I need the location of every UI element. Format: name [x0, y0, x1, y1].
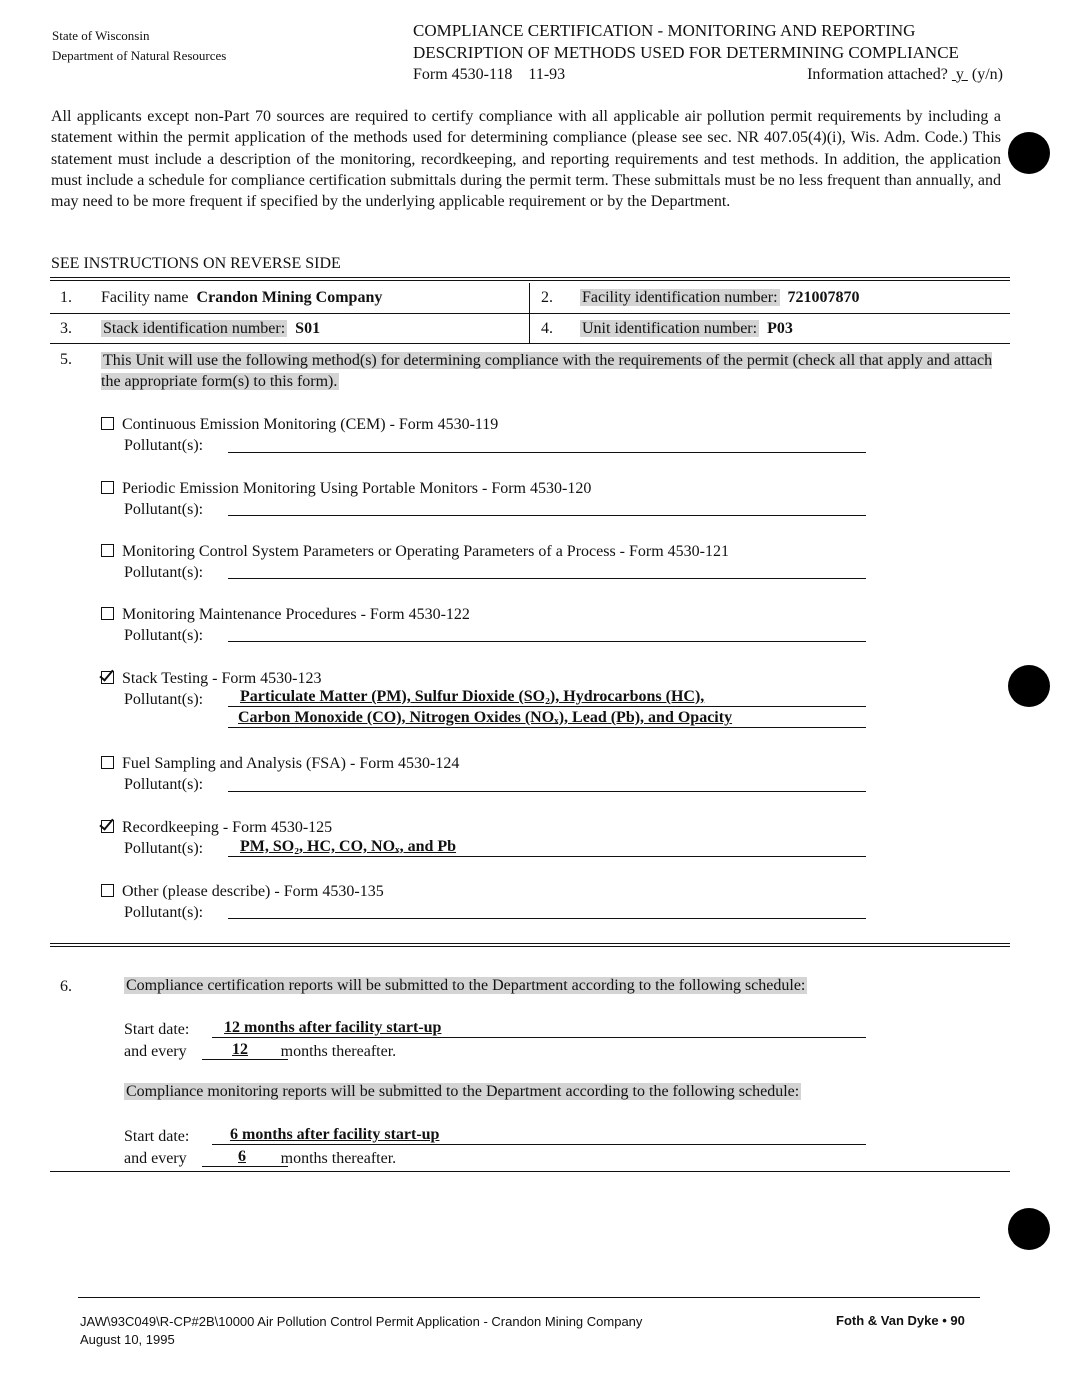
unit-id-value: P03 [767, 320, 793, 337]
pollutant-label: Pollutant(s): [124, 840, 204, 857]
months-thereafter-label: months thereafter. [280, 1043, 397, 1060]
divider [50, 343, 1010, 344]
punch-hole-mark [1008, 1208, 1050, 1250]
pollutant-label: Pollutant(s): [124, 564, 204, 581]
pollutant-label: Pollutant(s): [124, 776, 204, 793]
pollutant-stack-line-2[interactable] [228, 727, 866, 728]
pollutant-fuel-sampling-line[interactable] [228, 791, 866, 792]
stack-id-label: Stack identification number: [103, 320, 286, 337]
stack-id-value: S01 [295, 320, 321, 337]
info-attached-label: Information attached? [807, 66, 948, 83]
unit-id-label: Unit identification number: [582, 320, 758, 337]
intro-paragraph: All applicants except non-Part 70 sources are required to certify compliance with all applicable air pollution permit requirements by including a statement within the permit application of the methods used for determining compliance (please see sec. NR 407.05(4)(i), Wis. Adm. Code.) This statement must include a description of the monitoring, recordkeeping, and reporting requirements and test methods. In addition, the application must include a schedule for compliance certification submittals during the permit term. These submittals must be no less frequent than annually, and may need to be more frequent if specified by the underlying applicable requirement or by the Department. [51, 108, 1001, 211]
stack-pollutants-line1: Particulate Matter (PM), Sulfur Dioxide (SO₂), Hydrocarbons (HC), [240, 688, 705, 705]
pollutant-label: Pollutant(s): [124, 501, 204, 518]
form-number: Form 4530-118 [413, 66, 513, 83]
stack-id-field [101, 320, 320, 338]
pollutant-stack-line-1[interactable] [228, 706, 866, 707]
stack-pollutants-line2: Carbon Monoxide (CO), Nitrogen Oxides (NOₓ), Lead (Pb), and Opacity [238, 709, 733, 726]
pollutant-recordkeeping-line[interactable] [228, 856, 866, 857]
facility-name-value: Crandon Mining Company [196, 289, 383, 306]
method-portable-checkbox[interactable] [101, 481, 114, 494]
form-header [413, 20, 1003, 86]
method-control-params-label: Monitoring Control System Parameters or Operating Parameters of a Process - Form 4530-121 [122, 543, 729, 560]
pollutant-label: Pollutant(s): [124, 904, 204, 921]
method-other-checkbox[interactable] [101, 884, 114, 897]
method-cem-label: Continuous Emission Monitoring (CEM) - Form 4530-119 [122, 416, 499, 433]
cert-every-value: 12 [232, 1041, 248, 1058]
punch-hole-mark [1008, 132, 1050, 174]
monitoring-prompt: Compliance monitoring reports will be submitted to the Department according to the following schedule: [126, 1083, 800, 1100]
pollutant-label: Pollutant(s): [124, 691, 204, 708]
method-fuel-sampling [101, 753, 459, 795]
certification-prompt: Compliance certification reports will be submitted to the Department according to the following schedule: [126, 977, 806, 994]
form-number-date [413, 64, 565, 86]
cert-start-date-line[interactable] [212, 1037, 866, 1038]
facility-name-label: Facility name [101, 289, 189, 306]
form-date: 11-93 [528, 66, 566, 83]
method-stack-testing-checkbox[interactable] [101, 671, 114, 684]
field-1-number: 1. [60, 289, 72, 306]
mon-start-date-value: 6 months after facility start-up [230, 1126, 440, 1143]
method-portable-label: Periodic Emission Monitoring Using Portable Monitors - Form 4530-120 [122, 480, 592, 497]
section-6-number: 6. [60, 978, 72, 995]
footer-date: August 10, 1995 [80, 1332, 175, 1347]
mon-every-line[interactable] [202, 1166, 288, 1167]
divider [50, 277, 1010, 281]
divider [50, 943, 1010, 947]
and-every-label: and every [124, 1043, 187, 1060]
form-title-line1: COMPLIANCE CERTIFICATION - MONITORING AND REPORTING [413, 21, 916, 40]
department-name: Department of Natural Resources [52, 48, 227, 63]
start-date-label: Start date: [124, 1021, 190, 1038]
recordkeeping-pollutants: PM, SO₂, HC, CO, NOₓ, and Pb [240, 838, 457, 855]
method-fuel-sampling-label: Fuel Sampling and Analysis (FSA) - Form 4530-124 [122, 755, 460, 772]
mon-every-value: 6 [238, 1148, 246, 1165]
form-title-line2: DESCRIPTION OF METHODS USED FOR DETERMINING COMPLIANCE [413, 43, 959, 62]
footer-path: JAW\93C049\R-CP#2B\10000 Air Pollution Control Permit Application - Crandon Mining Company [80, 1314, 643, 1329]
pollutant-cem-line[interactable] [228, 452, 866, 453]
divider [50, 313, 1010, 314]
column-divider [529, 283, 530, 343]
facility-id-field [580, 289, 860, 307]
pollutant-maintenance-line[interactable] [228, 641, 866, 642]
method-other [101, 881, 384, 923]
punch-hole-mark [1008, 665, 1050, 707]
field-2-number: 2. [541, 289, 553, 306]
pollutant-label: Pollutant(s): [124, 437, 204, 454]
method-stack-testing-label: Stack Testing - Form 4530-123 [122, 670, 322, 687]
agency-block [52, 26, 226, 66]
info-attached-value: y [955, 66, 964, 83]
info-attached [807, 64, 1003, 86]
facility-name-field [101, 289, 382, 307]
facility-id-label: Facility identification number: [582, 289, 778, 306]
method-cem-checkbox[interactable] [101, 417, 114, 430]
months-thereafter-label: months thereafter. [280, 1150, 397, 1167]
method-recordkeeping-label: Recordkeeping - Form 4530-125 [122, 819, 333, 836]
see-instructions: SEE INSTRUCTIONS ON REVERSE SIDE [51, 255, 341, 272]
pollutant-label: Pollutant(s): [124, 627, 204, 644]
method-other-label: Other (please describe) - Form 4530-135 [122, 883, 384, 900]
method-maintenance [101, 604, 470, 646]
and-every-label: and every [124, 1150, 187, 1167]
method-cem [101, 414, 498, 456]
method-maintenance-checkbox[interactable] [101, 607, 114, 620]
footer-rule [78, 1297, 980, 1298]
method-maintenance-label: Monitoring Maintenance Procedures - Form 4530-122 [122, 606, 470, 623]
method-control-params-checkbox[interactable] [101, 544, 114, 557]
method-fuel-sampling-checkbox[interactable] [101, 756, 114, 769]
method-portable [101, 478, 591, 520]
unit-id-field [580, 320, 793, 338]
form-meta-line [413, 64, 1003, 86]
pollutant-other-line[interactable] [228, 918, 866, 919]
method-recordkeeping-checkbox[interactable] [101, 820, 114, 833]
footer-left [80, 1313, 642, 1349]
section-5-number: 5. [60, 351, 72, 368]
cert-start-date-value: 12 months after facility start-up [224, 1019, 442, 1036]
section-5-prompt: This Unit will use the following method(s) for determining compliance with the requirements of the permit (check all that apply and attach the appropriate form(s) to this form). [101, 352, 993, 390]
pollutant-control-params-line[interactable] [228, 578, 866, 579]
field-3-number: 3. [60, 320, 72, 337]
field-4-number: 4. [541, 320, 553, 337]
footer-firm-page: Foth & Van Dyke • 90 [836, 1313, 965, 1328]
state-name: State of Wisconsin [52, 28, 150, 43]
mon-start-date-line[interactable] [212, 1144, 866, 1145]
info-attached-hint: (y/n) [971, 66, 1003, 83]
start-date-label: Start date: [124, 1128, 190, 1145]
divider [50, 1171, 1010, 1172]
pollutant-portable-line[interactable] [228, 515, 866, 516]
facility-id-value: 721007870 [787, 289, 860, 306]
method-control-params [101, 541, 729, 583]
cert-every-line[interactable] [202, 1059, 288, 1060]
